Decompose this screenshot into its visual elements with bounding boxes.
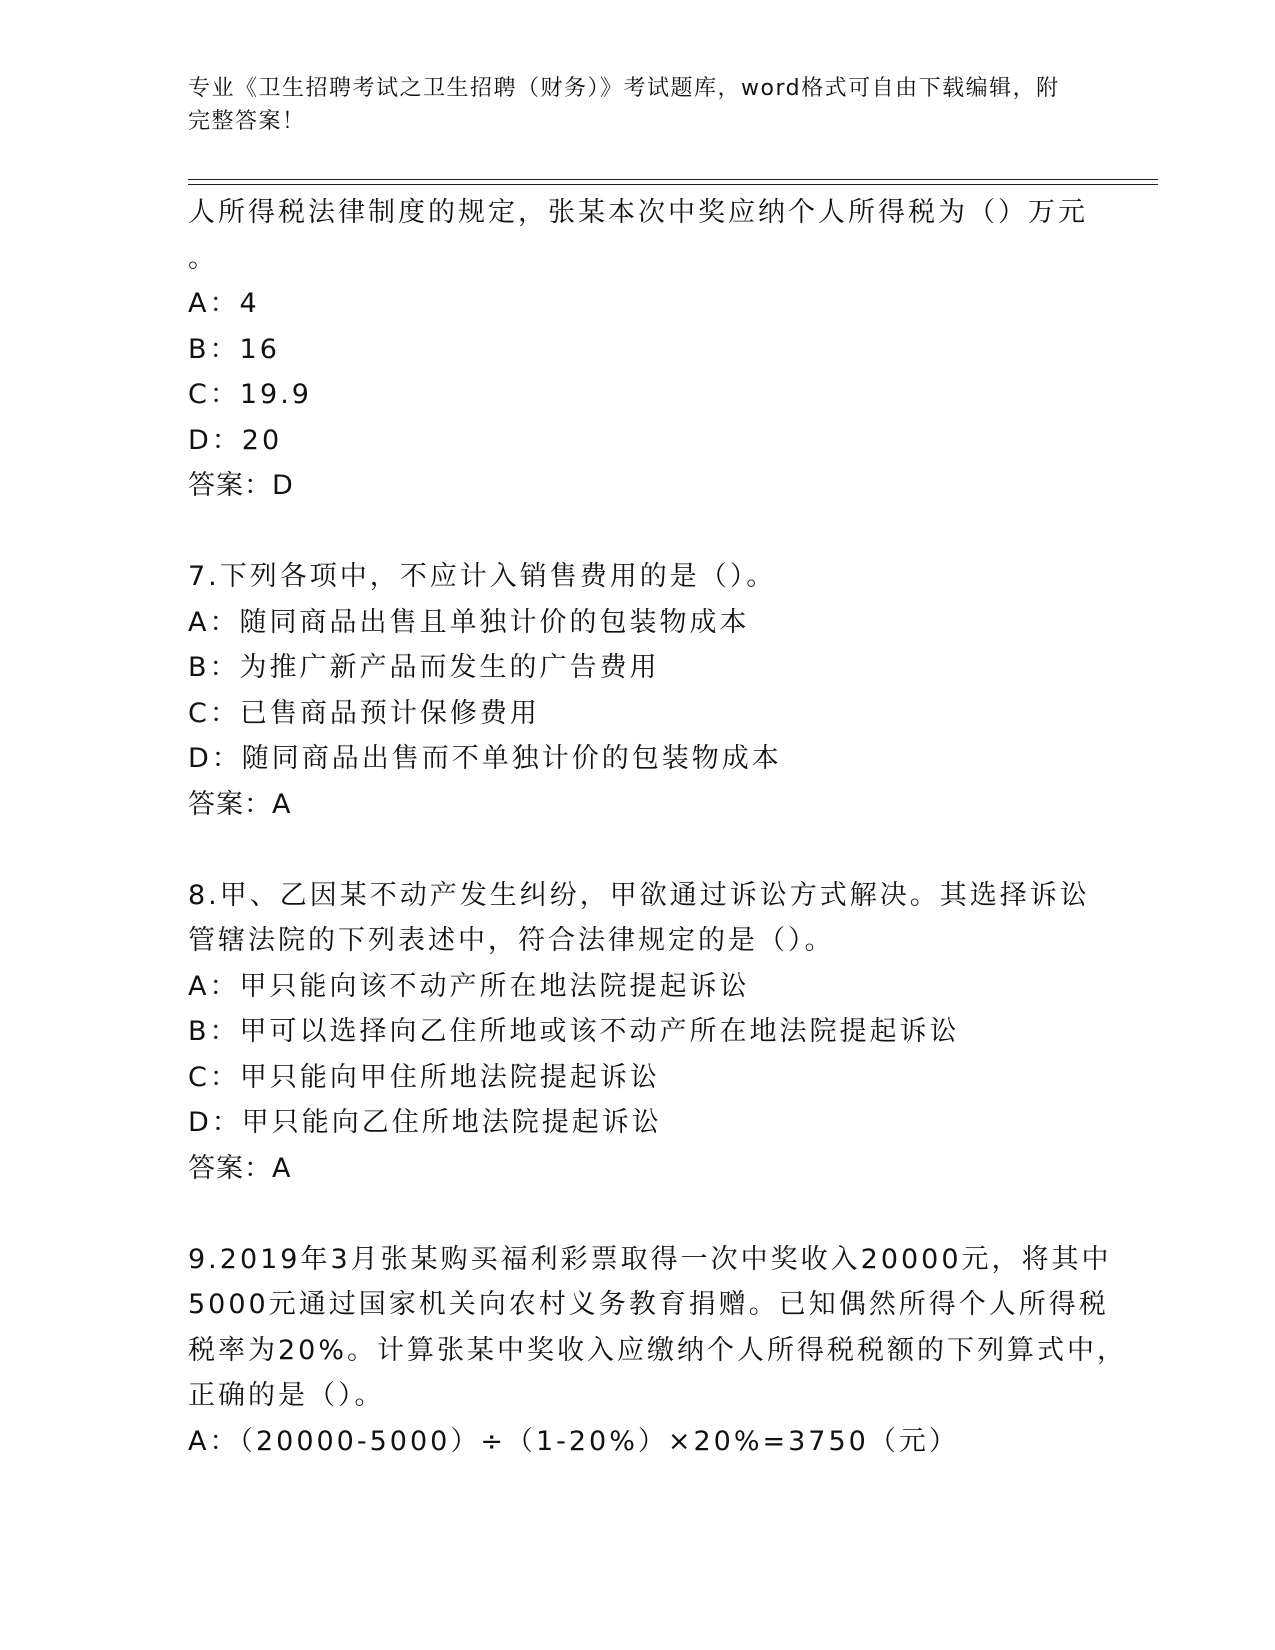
question-stem-line: 9.2019年3月张某购买福利彩票取得一次中奖收入20000元，将其中 bbox=[188, 1243, 1112, 1275]
option-a: A：甲只能向该不动产所在地法院提起诉讼 bbox=[188, 970, 750, 1002]
header-rule-top bbox=[188, 179, 1158, 180]
option-c: C：甲只能向甲住所地法院提起诉讼 bbox=[188, 1061, 660, 1093]
option-b: B：甲可以选择向乙住所地或该不动产所在地法院提起诉讼 bbox=[188, 1016, 960, 1047]
option-c: C：19.9 bbox=[188, 379, 312, 410]
question-stem-line: 8.甲、乙因某不动产发生纠纷，甲欲通过诉讼方式解决。其选择诉讼 bbox=[188, 879, 1090, 911]
header-title: 专业《卫生招聘考试之卫生招聘（财务）》考试题库，word格式可自由下载编辑，附完整答案！ bbox=[188, 76, 1060, 134]
document-header bbox=[188, 72, 1068, 138]
option-a: A：（20000-5000）÷（1-20%）×20%=3750（元） bbox=[188, 1425, 959, 1457]
option-b: B：16 bbox=[188, 333, 280, 365]
spacer bbox=[188, 1192, 1068, 1237]
question-content bbox=[188, 190, 1128, 1464]
question-6 bbox=[188, 190, 1088, 509]
question-stem: 7.下列各项中，不应计入销售费用的是（）。 bbox=[188, 561, 777, 592]
answer-line: 答案：A bbox=[188, 788, 292, 820]
question-7 bbox=[188, 554, 1068, 828]
answer-line: 答案：D bbox=[188, 470, 294, 501]
option-b: B：为推广新产品而发生的广告费用 bbox=[188, 652, 660, 683]
answer-line: 答案：A bbox=[188, 1152, 292, 1184]
header-rule-bottom bbox=[188, 184, 1158, 185]
question-stem-line: 5000元通过国家机关向农村义务教育捐赠。已知偶然所得个人所得税 bbox=[188, 1289, 1109, 1320]
option-d: D：20 bbox=[188, 424, 283, 456]
spacer bbox=[188, 509, 1068, 554]
question-stem-line: 管辖法院的下列表述中，符合法律规定的是（）。 bbox=[188, 925, 835, 956]
option-d: D：甲只能向乙住所地法院提起诉讼 bbox=[188, 1107, 662, 1138]
question-8 bbox=[188, 873, 1090, 1192]
question-stem-line: 税率为20%。计算张某中奖收入应缴纳个人所得税税额的下列算式中， bbox=[188, 1334, 1128, 1366]
option-a: A：4 bbox=[188, 288, 260, 319]
question-9 bbox=[188, 1237, 1128, 1465]
question-stem-line: 人所得税法律制度的规定，张某本次中奖应纳个人所得税为（）万元 bbox=[188, 197, 1088, 228]
question-stem-line: 正确的是（）。 bbox=[188, 1380, 385, 1411]
option-a: A：随同商品出售且单独计价的包装物成本 bbox=[188, 606, 750, 638]
spacer bbox=[188, 828, 1068, 873]
question-stem-line: 。 bbox=[188, 242, 218, 274]
option-c: C：已售商品预计保修费用 bbox=[188, 697, 540, 729]
option-d: D：随同商品出售而不单独计价的包装物成本 bbox=[188, 743, 782, 774]
